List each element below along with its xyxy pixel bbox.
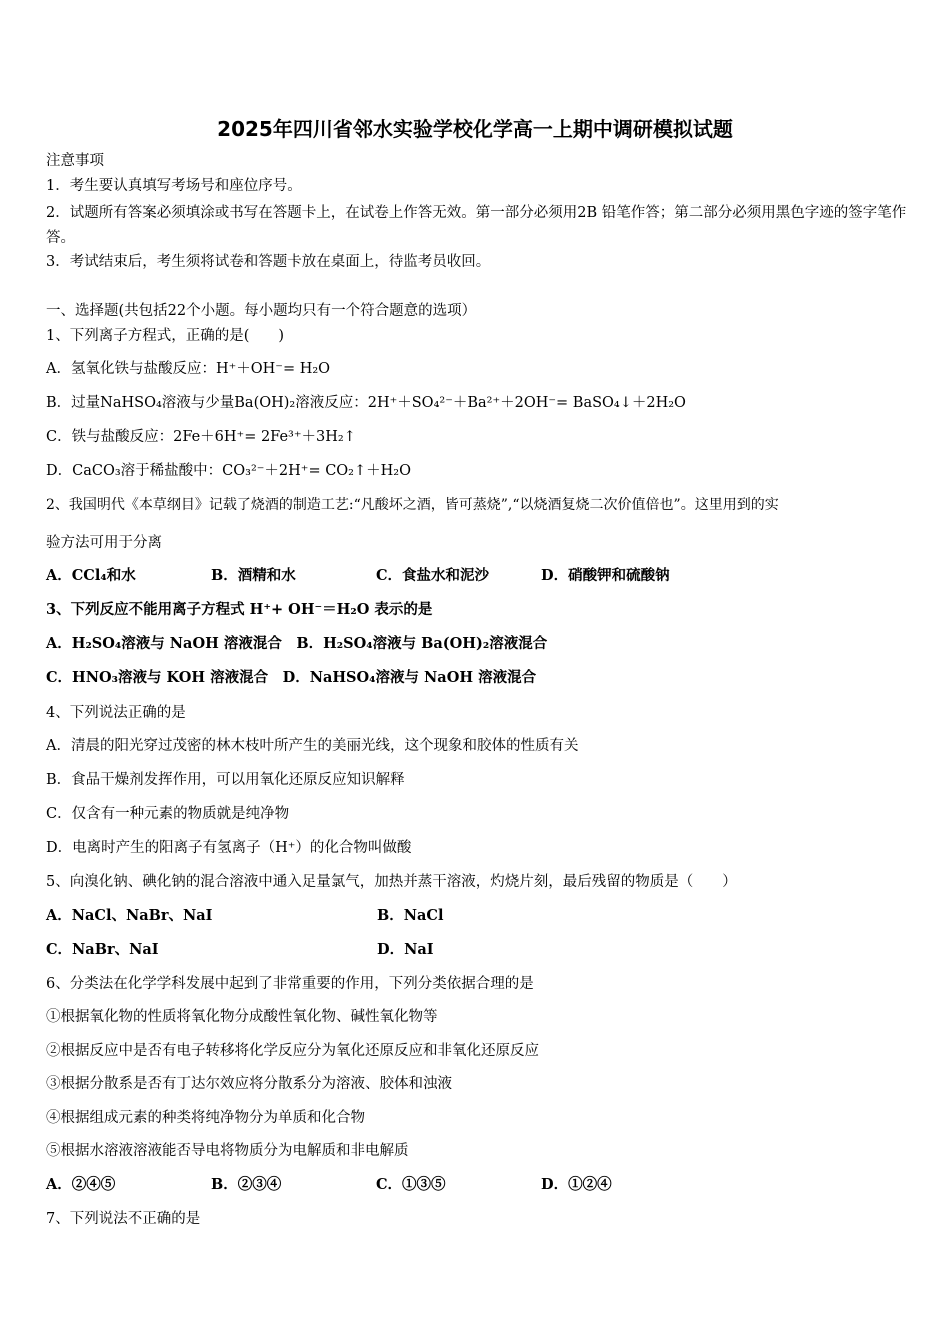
q3-options-ab: A．H₂SO₄溶液与 NaOH 溶液混合 B．H₂SO₄溶液与 Ba(OH)₂溶液混合 [46,635,548,652]
q6-item-2: ②根据反应中是否有电子转移将化学反应分为氧化还原反应和非氧化还原反应 [46,1043,539,1059]
q5-option-a: A．NaCl、NaBr、NaI [46,907,213,924]
q6-options [46,1175,908,1195]
q2-option-d: D．硝酸钾和硫酸钠 [541,567,670,584]
q6-item-5: ⑤根据水溶液溶液能否导电将物质分为电解质和非电解质 [46,1143,409,1159]
q2-option-b: B．酒精和水 [211,567,296,584]
notice-item-2: 2．试题所有答案必须填涂或书写在答题卡上，在试卷上作答无效。第一部分必须用2B 铅笔作答；第二部分必须用黑色字迹的签字笔作答。 [46,205,907,246]
notice-item-1: 1．考生要认真填写考场号和座位序号。 [46,178,302,194]
q6-option-d: D．①②④ [541,1176,612,1193]
q6-option-a: A．②④⑤ [46,1176,116,1193]
q4-option-d: D．电离时产生的阳离子有氢离子（H⁺）的化合物叫做酸 [46,840,412,856]
q3-stem: 3、下列反应不能用离子方程式 H⁺+ OH⁻＝H₂O 表示的是 [46,601,433,618]
q1-option-c: C．铁与盐酸反应：2Fe＋6H⁺= 2Fe³⁺＋3H₂↑ [46,429,356,445]
q5-stem: 5、向溴化钠、碘化钠的混合溶液中通入足量氯气，加热并蒸干溶液，灼烧片刻，最后残留的物质是（ ） [46,874,737,890]
notice-heading: 注意事项 [46,153,104,169]
q2-option-a: A．CCl₄和水 [46,567,136,584]
q2-stem-line1: 2、我国明代《本草纲目》记载了烧酒的制造工艺:“凡酸坏之酒，皆可蒸烧”,“以烧酒复烧二次价值倍也”。这里用到的实 [46,497,779,513]
q4-option-b: B．食品干燥剂发挥作用，可以用氧化还原反应知识解释 [46,772,405,788]
q1-option-a: A．氢氧化铁与盐酸反应：H⁺＋OH⁻= H₂O [46,361,331,377]
notice-item-3: 3．考试结束后，考生须将试卷和答题卡放在桌面上，待监考员收回。 [46,254,491,270]
q6-item-3: ③根据分散系是否有丁达尔效应将分散系分为溶液、胶体和浊液 [46,1076,452,1092]
section-heading: 一、选择题(共包括22个小题。每小题均只有一个符合题意的选项） [46,303,477,319]
q6-option-b: B．②③④ [211,1176,282,1193]
q6-item-4: ④根据组成元素的种类将纯净物分为单质和化合物 [46,1110,365,1126]
q1-option-d: D．CaCO₃溶于稀盐酸中：CO₃²⁻＋2H⁺= CO₂↑＋H₂O [46,463,411,479]
q5-option-d: D．NaI [377,941,434,958]
q4-stem: 4、下列说法正确的是 [46,705,186,721]
q6-stem: 6、分类法在化学学科发展中起到了非常重要的作用，下列分类依据合理的是 [46,976,534,992]
q2-stem-line2: 验方法可用于分离 [46,535,162,551]
q5-options-ab [46,906,908,926]
q4-option-a: A．清晨的阳光穿过茂密的林木枝叶所产生的美丽光线，这个现象和胶体的性质有关 [46,738,579,754]
q1-stem: 1、下列离子方程式，正确的是( ) [46,328,285,344]
q7-stem: 7、下列说法不正确的是 [46,1211,201,1227]
q5-option-b: B．NaCl [377,907,444,924]
q4-option-c: C．仅含有一种元素的物质就是纯净物 [46,806,290,822]
q5-option-c: C．NaBr、NaI [46,941,159,958]
q2-options [46,566,908,586]
q6-item-1: ①根据氧化物的性质将氧化物分成酸性氧化物、碱性氧化物等 [46,1009,438,1025]
q5-options-cd [46,940,908,960]
q3-options-cd: C．HNO₃溶液与 KOH 溶液混合 D．NaHSO₄溶液与 NaOH 溶液混合 [46,669,537,686]
q2-option-c: C．食盐水和泥沙 [376,567,490,584]
q6-option-c: C．①③⑤ [376,1176,446,1193]
q1-option-b: B．过量NaHSO₄溶液与少量Ba(OH)₂溶液反应：2H⁺＋SO₄²⁻＋Ba²⁺＋2OH⁻= BaSO₄↓＋2H₂O [46,395,686,411]
page-title: 2025年四川省邻水实验学校化学高一上期中调研模拟试题 [217,117,733,141]
